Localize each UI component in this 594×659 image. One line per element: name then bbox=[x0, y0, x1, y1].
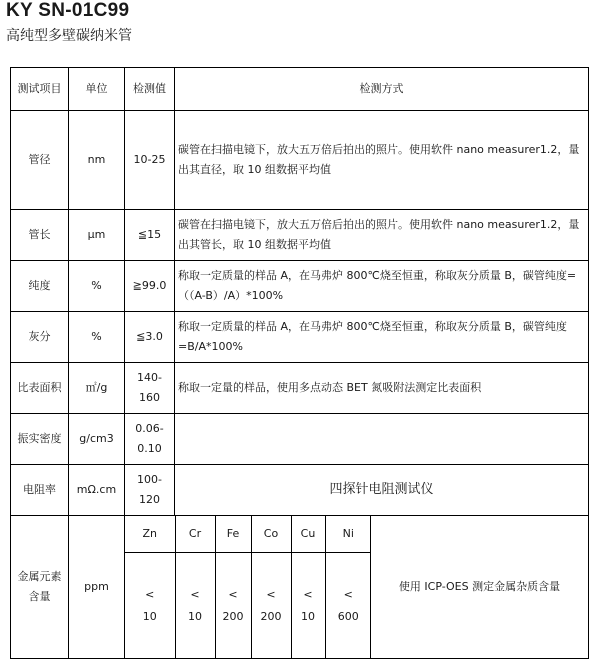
row-value: ≧99.0 bbox=[125, 261, 175, 312]
metal-symbol-row bbox=[125, 516, 371, 553]
metal-limit-operator: < bbox=[266, 587, 276, 601]
header-cell-value: 检测值 bbox=[125, 68, 175, 111]
table-row bbox=[11, 261, 589, 312]
metal-limit-value: 600 bbox=[337, 609, 359, 623]
metal-limit-operator: < bbox=[303, 587, 313, 601]
metal-limit-value: 200 bbox=[260, 609, 282, 623]
table-row bbox=[11, 363, 589, 414]
document-title: KY SN-01C99 bbox=[6, 0, 130, 21]
metal-symbol: Cu bbox=[291, 516, 325, 553]
metal-limit-value: 10 bbox=[188, 609, 202, 623]
row-item: 管径 bbox=[11, 111, 69, 210]
table-row bbox=[11, 210, 589, 261]
metal-limit bbox=[125, 553, 175, 659]
row-method: 称取一定质量的样品 A，在马弗炉 800℃烧至恒重，称取灰分质量 B，碳管纯度=（（A-B）/A）*100% bbox=[175, 261, 589, 312]
row-value: 140-160 bbox=[125, 363, 175, 414]
metal-limit-operator: < bbox=[145, 587, 155, 601]
table-row bbox=[11, 414, 589, 465]
header-cell-unit: 单位 bbox=[69, 68, 125, 111]
metal-limit-operator: < bbox=[228, 587, 238, 601]
row-unit: ㎡/g bbox=[69, 363, 125, 414]
metal-limit bbox=[291, 553, 325, 659]
metal-limit bbox=[251, 553, 291, 659]
header-cell-method: 检测方式 bbox=[175, 68, 589, 111]
row-item: 管长 bbox=[11, 210, 69, 261]
row-method: 碳管在扫描电镜下，放大五万倍后拍出的照片。使用软件 nano measurer1.2，量出其直径，取 10 组数据平均值 bbox=[175, 111, 589, 210]
metal-limit bbox=[325, 553, 371, 659]
metal-limit-operator: < bbox=[190, 587, 200, 601]
metal-elements-table bbox=[125, 516, 371, 658]
metal-limit bbox=[175, 553, 215, 659]
header-cell-item: 测试项目 bbox=[11, 68, 69, 111]
metal-elements-cell bbox=[125, 516, 371, 659]
table-row bbox=[11, 312, 589, 363]
row-method bbox=[175, 414, 589, 465]
table-row bbox=[11, 111, 589, 210]
row-item: 金属元素含量 bbox=[11, 516, 69, 659]
row-method: 称取一定量的样品，使用多点动态 BET 氮吸附法测定比表面积 bbox=[175, 363, 589, 414]
metal-limit-value: 200 bbox=[222, 609, 244, 623]
row-unit: μm bbox=[69, 210, 125, 261]
row-item: 比表面积 bbox=[11, 363, 69, 414]
metal-limit-value: 10 bbox=[142, 609, 157, 623]
metal-symbol: Cr bbox=[175, 516, 215, 553]
row-value: 0.06-0.10 bbox=[125, 414, 175, 465]
row-value: 100-120 bbox=[125, 465, 175, 516]
metal-symbol: Ni bbox=[325, 516, 371, 553]
metal-limit-row bbox=[125, 553, 371, 659]
table-header-row bbox=[11, 68, 589, 111]
row-method: 碳管在扫描电镜下，放大五万倍后拍出的照片。使用软件 nano measurer1.2，量出其管长，取 10 组数据平均值 bbox=[175, 210, 589, 261]
metal-symbol: Zn bbox=[125, 516, 175, 553]
row-value: ≦15 bbox=[125, 210, 175, 261]
table-row bbox=[11, 465, 589, 516]
metal-method: 使用 ICP-OES 测定金属杂质含量 bbox=[371, 516, 589, 659]
metal-limit-value: 10 bbox=[301, 609, 315, 623]
row-value: 10-25 bbox=[125, 111, 175, 210]
row-method: 四探针电阻测试仪 bbox=[175, 465, 589, 516]
row-item: 纯度 bbox=[11, 261, 69, 312]
row-unit: nm bbox=[69, 111, 125, 210]
metal-limit-operator: < bbox=[343, 587, 353, 601]
table-row-metals bbox=[11, 516, 589, 659]
row-item: 电阻率 bbox=[11, 465, 69, 516]
spec-table bbox=[10, 67, 589, 659]
row-item: 灰分 bbox=[11, 312, 69, 363]
row-unit: % bbox=[69, 312, 125, 363]
metal-symbol: Fe bbox=[215, 516, 251, 553]
row-unit: % bbox=[69, 261, 125, 312]
row-method: 称取一定质量的样品 A，在马弗炉 800℃烧至恒重，称取灰分质量 B，碳管纯度=B/A*100% bbox=[175, 312, 589, 363]
metal-symbol: Co bbox=[251, 516, 291, 553]
row-unit: g/cm3 bbox=[69, 414, 125, 465]
metal-limit bbox=[215, 553, 251, 659]
row-unit: mΩ.cm bbox=[69, 465, 125, 516]
row-item: 振实密度 bbox=[11, 414, 69, 465]
row-value: ≦3.0 bbox=[125, 312, 175, 363]
row-unit: ppm bbox=[69, 516, 125, 659]
document-subtitle: 高纯型多壁碳纳米管 bbox=[6, 28, 132, 44]
